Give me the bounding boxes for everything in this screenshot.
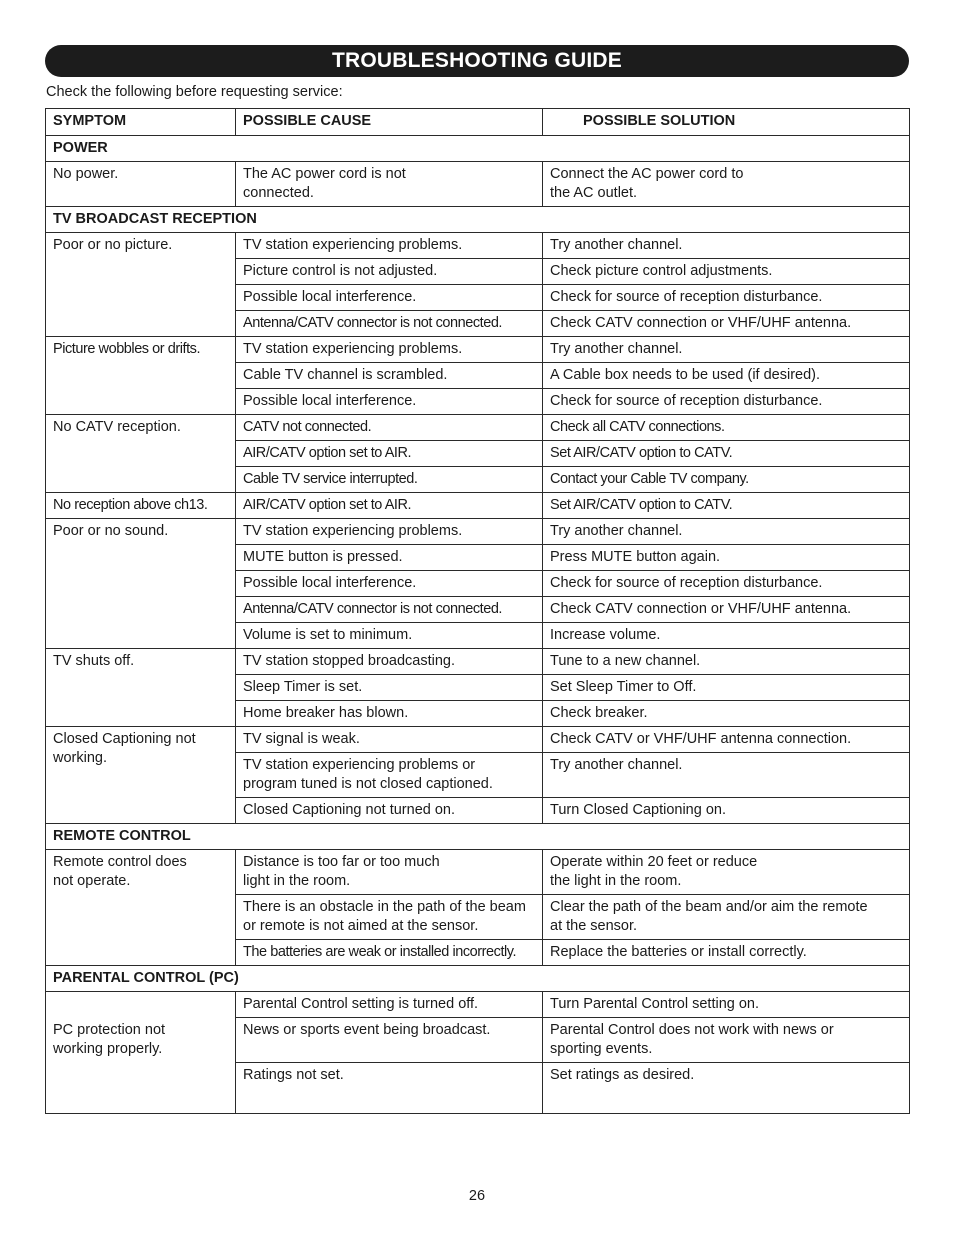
section-title: TV BROADCAST RECEPTION [46, 207, 910, 233]
cause-cell: Cable TV channel is scrambled. [236, 363, 543, 389]
cause-cell: The batteries are weak or installed incorrectly. [236, 940, 543, 966]
cause-cell: Volume is set to minimum. [236, 623, 543, 649]
table-row [46, 162, 910, 207]
solution-cell: Contact your Cable TV company. [543, 467, 910, 493]
solution-cell: Connect the AC power cord to the AC outlet. [543, 162, 910, 207]
solution-cell: Operate within 20 feet or reduce the light in the room. [543, 850, 910, 895]
symptom-cell: Picture wobbles or drifts. [46, 337, 236, 415]
solution-cell: Clear the path of the beam and/or aim the remote at the sensor. [543, 895, 910, 940]
solution-cell: Try another channel. [543, 337, 910, 363]
cause-cell: There is an obstacle in the path of the beam or remote is not aimed at the sensor. [236, 895, 543, 940]
solution-cell: Check for source of reception disturbance. [543, 571, 910, 597]
solution-cell: Try another channel. [543, 753, 910, 798]
solution-cell: Parental Control does not work with news or sporting events. [543, 1018, 910, 1063]
section-row-tv [46, 207, 910, 233]
section-row-remote [46, 824, 910, 850]
page-title: TROUBLESHOOTING GUIDE [45, 45, 909, 77]
table-row [46, 519, 910, 545]
solution-cell: Check breaker. [543, 701, 910, 727]
cause-cell: Closed Captioning not turned on. [236, 798, 543, 824]
cause-cell: TV station experiencing problems. [236, 233, 543, 259]
cause-cell: Possible local interference. [236, 285, 543, 311]
table-row [46, 727, 910, 753]
cause-cell: TV station experiencing problems. [236, 337, 543, 363]
solution-cell: Set Sleep Timer to Off. [543, 675, 910, 701]
solution-cell: Tune to a new channel. [543, 649, 910, 675]
cause-cell: Distance is too far or too much light in the room. [236, 850, 543, 895]
section-title: REMOTE CONTROL [46, 824, 910, 850]
cause-cell: News or sports event being broadcast. [236, 1018, 543, 1063]
cause-cell: MUTE button is pressed. [236, 545, 543, 571]
cause-cell: TV station experiencing problems or program tuned is not closed captioned. [236, 753, 543, 798]
solution-cell: Check CATV or VHF/UHF antenna connection. [543, 727, 910, 753]
section-title: PARENTAL CONTROL (PC) [46, 966, 910, 992]
table-row [46, 992, 910, 1018]
cause-cell: Sleep Timer is set. [236, 675, 543, 701]
solution-cell: Set AIR/CATV option to CATV. [543, 441, 910, 467]
solution-cell: Set ratings as desired. [543, 1063, 910, 1114]
cause-cell: TV signal is weak. [236, 727, 543, 753]
intro-text: Check the following before requesting service: [46, 84, 343, 100]
cause-cell: TV station experiencing problems. [236, 519, 543, 545]
table-row [46, 337, 910, 363]
table-header-row [46, 109, 910, 136]
solution-cell: Try another channel. [543, 519, 910, 545]
symptom-cell: Poor or no picture. [46, 233, 236, 337]
cause-cell: Home breaker has blown. [236, 701, 543, 727]
troubleshooting-table [45, 108, 910, 1114]
table-row [46, 415, 910, 441]
table-row [46, 850, 910, 895]
table-row [46, 493, 910, 519]
solution-cell: Turn Parental Control setting on. [543, 992, 910, 1018]
header-solution: POSSIBLE SOLUTION [543, 109, 910, 136]
symptom-cell: Closed Captioning not working. [46, 727, 236, 824]
cause-cell: Ratings not set. [236, 1063, 543, 1114]
symptom-cell: PC protection not working properly. [46, 992, 236, 1114]
solution-cell: Set AIR/CATV option to CATV. [543, 493, 910, 519]
cause-cell: TV station stopped broadcasting. [236, 649, 543, 675]
cause-cell: AIR/CATV option set to AIR. [236, 441, 543, 467]
cause-cell: Picture control is not adjusted. [236, 259, 543, 285]
solution-cell: Check CATV connection or VHF/UHF antenna. [543, 311, 910, 337]
solution-cell: Turn Closed Captioning on. [543, 798, 910, 824]
symptom-cell: No power. [46, 162, 236, 207]
symptom-cell: Poor or no sound. [46, 519, 236, 649]
cause-cell: Antenna/CATV connector is not connected. [236, 311, 543, 337]
cause-cell: Possible local interference. [236, 571, 543, 597]
solution-cell: Check picture control adjustments. [543, 259, 910, 285]
solution-cell: A Cable box needs to be used (if desired). [543, 363, 910, 389]
cause-cell: CATV not connected. [236, 415, 543, 441]
cause-cell: Parental Control setting is turned off. [236, 992, 543, 1018]
solution-cell: Check CATV connection or VHF/UHF antenna. [543, 597, 910, 623]
solution-cell: Check for source of reception disturbance. [543, 389, 910, 415]
cause-cell: Cable TV service interrupted. [236, 467, 543, 493]
page-number: 26 [468, 1188, 486, 1204]
table-row [46, 233, 910, 259]
solution-cell: Check all CATV connections. [543, 415, 910, 441]
symptom-cell: Remote control does not operate. [46, 850, 236, 966]
solution-cell: Check for source of reception disturbance. [543, 285, 910, 311]
section-title: POWER [46, 136, 910, 162]
table-row [46, 649, 910, 675]
header-symptom: SYMPTOM [46, 109, 236, 136]
header-cause: POSSIBLE CAUSE [236, 109, 543, 136]
symptom-cell: TV shuts off. [46, 649, 236, 727]
solution-cell: Try another channel. [543, 233, 910, 259]
section-row-parental [46, 966, 910, 992]
cause-cell: Possible local interference. [236, 389, 543, 415]
symptom-cell: No reception above ch13. [46, 493, 236, 519]
solution-cell: Replace the batteries or install correctly. [543, 940, 910, 966]
cause-cell: The AC power cord is not connected. [236, 162, 543, 207]
cause-cell: AIR/CATV option set to AIR. [236, 493, 543, 519]
solution-cell: Increase volume. [543, 623, 910, 649]
cause-cell: Antenna/CATV connector is not connected. [236, 597, 543, 623]
solution-cell: Press MUTE button again. [543, 545, 910, 571]
symptom-cell: No CATV reception. [46, 415, 236, 493]
section-row-power [46, 136, 910, 162]
